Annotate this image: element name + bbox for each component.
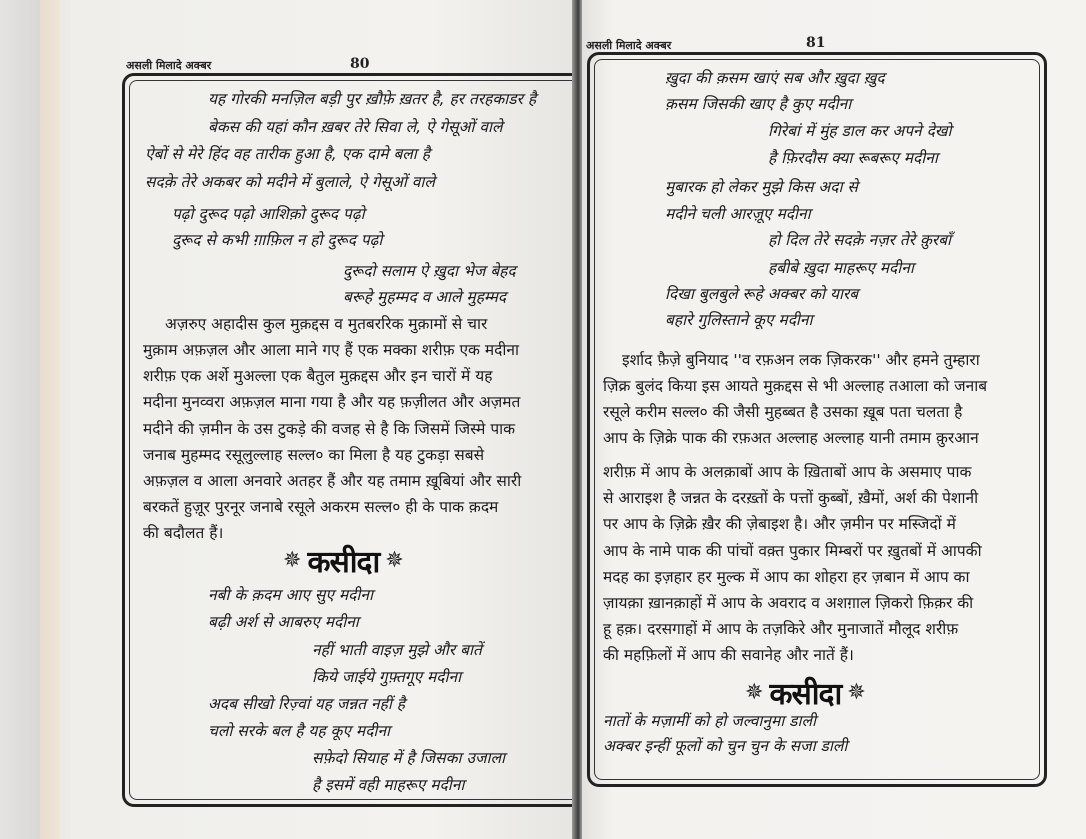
- verse-line: है फ़िरदौस क्या रूबरूए मदीना: [768, 149, 938, 167]
- paragraph-line: ज़ायक़ा ख़ानक़ाहों में आप के अवराद व अशग़ाल ज़िकरो फ़िक़र की: [603, 594, 974, 612]
- verse-line: क़सम जिसकी खाए है कुए मदीना: [665, 95, 852, 113]
- paragraph-line: अज़रुए अहादीस कुल मुक़द्दस व मुतबररिक मुक़ामों से चार: [165, 315, 488, 333]
- paragraph-line: जनाब मुहम्मद रसूलुल्लाह सल्ल० का मिला है यह टुकड़ा सबसे: [143, 446, 485, 464]
- verse-line: चलो सरके बल है यह कूए मदीना: [208, 722, 391, 740]
- paragraph-line: बरकतें हुज़ूर पुरनूर जनाबे रसूले अकरम सल्ल० ही के पाक क़दम: [143, 498, 499, 516]
- verse-line: बरूहे मुहम्मद व आले मुहम्मद: [343, 288, 507, 306]
- verse-line: हबीबे ख़ुदा माहरूए मदीना: [768, 259, 914, 277]
- paragraph-line: अफ़ज़ल व आला अनवारे अतहर हैं और यह तमाम ख़ूबियां और सारी: [143, 472, 522, 490]
- page-margin-edge: [60, 0, 70, 839]
- verse-line: किये जाईये गुफ़्तगूए मदीना: [312, 668, 462, 686]
- verse-line: मदीने चली आरज़ूए मदीना: [665, 205, 811, 223]
- verse-line: अक्बर इन्हीं फूलों को चुन चुन के सजा डाली: [603, 737, 848, 755]
- verse-line: बढ़ी अर्श से आबरुए मदीना: [208, 613, 359, 631]
- running-title-right: असली मिलादे अक्बर: [586, 39, 672, 52]
- verse-line: नहीं भाती वाइज़ मुझे और बातें: [312, 641, 482, 659]
- verse-line: मुबारक हो लेकर मुझे किस अदा से: [665, 178, 858, 196]
- star-ornament-icon: ✵: [283, 547, 302, 573]
- verse-line: नबी के क़दम आए सुए मदीना: [208, 586, 374, 604]
- verse-line: दिखा बुलबुले रूहे अक्बर को यारब: [665, 285, 859, 303]
- verse-line: दुरूदो सलाम ऐ ख़ुदा भेज बेहद: [343, 262, 516, 280]
- section-heading-qasida-right: [745, 672, 866, 713]
- running-title-left: असली मिलादे अक्बर: [126, 59, 212, 72]
- paragraph-line: मदह का इज़हार हर मुल्क में आप का शोहरा हर ज़बान में आप का: [603, 568, 970, 586]
- paragraph-line: आप के ज़िक्रे पाक की रफ़अत अल्लाह अल्लाह यानी तमाम क़ुरआन: [603, 429, 979, 447]
- star-ornament-icon: ✵: [745, 679, 764, 705]
- page-number-right: 81: [806, 35, 826, 51]
- verse-line: ऐबों से मेरे हिंद वह तारीक हुआ है, एक दामे बला है: [145, 145, 430, 163]
- verse-line: हो दिल तेरे सदक़े नज़र तेरे क़ुरबाँ: [768, 231, 952, 249]
- paragraph-line: से आराइश है जन्नत के दरख़्तों के पत्तों कुब्बों, ख़ैमों, अर्श की पेशानी: [603, 489, 979, 507]
- paragraph-line: रसूले करीम सल्ल० की जैसी मुहब्बत है उसका ख़ूब पता चलता है: [603, 403, 963, 421]
- verse-line: अदब सीखो रिज़्वां यह जन्नत नहीं है: [208, 695, 405, 713]
- paragraph-line: हू हक़। दरसगाहों में आप के तज़किरे और मुनाजातें मौलूद शरीफ़: [603, 620, 959, 638]
- star-ornament-icon: ✵: [385, 547, 404, 573]
- paragraph-line: इर्शाद फ़ैज़े बुनियाद ''व रफ़अन लक ज़िकरक'' और हमने तुम्हारा: [622, 351, 980, 369]
- verse-line: सदक़े तेरे अकबर को मदीने में बुलाले, ऐ गेसूओं वाले: [145, 173, 435, 191]
- verse-line: दुरूद से कभी ग़ाफ़िल न हो दुरूद पढ़ो: [172, 231, 383, 249]
- verse-line: पढ़ो दुरूद पढ़ो आशिक़ो दुरूद पढ़ो: [172, 205, 365, 223]
- paragraph-line: मुक़ाम अफ़ज़ल और आला माने गए हैं एक मक्का शरीफ़ एक मदीना: [143, 341, 519, 359]
- paragraph-line: की बदौलत हैं।: [143, 524, 224, 542]
- paragraph-line: आप के नामे पाक की पांचों वक़्त पुकार मिम्बरों पर ख़ुतबों में आपकी: [603, 542, 982, 560]
- verse-line: बेकस की यहां कौन ख़बर तेरे सिवा ले, ऐ गेसूओं वाले: [208, 118, 503, 136]
- paragraph-line: पर आप के ज़िक्रे ख़ैर की ज़ेबाइश है। और ज़मीन पर मस्जिदों में: [603, 515, 956, 533]
- verse-line: ख़ुदा की क़सम खाएं सब और ख़ुदा ख़ुद: [665, 69, 885, 87]
- paragraph-line: की महफ़िलों में आप की सवानेह और नातें हैं।: [603, 646, 854, 664]
- verse-line: है इसमें वही माहरूए मदीना: [312, 776, 465, 794]
- verse-line: नातों के मज़ामीं को हो जल्वानुमा डाली: [603, 712, 817, 730]
- heading-text: कसीदा: [769, 677, 842, 712]
- verse-line: गिरेबां में मुंह डाल कर अपने देखो: [768, 122, 952, 140]
- section-heading-qasida-left: [283, 540, 404, 581]
- scanner-edge: [0, 0, 40, 839]
- paragraph-line: शरीफ़ एक अर्शे मुअल्ला एक बैतुल मुक़द्दस और इन चारों में यह: [143, 367, 493, 385]
- paragraph-line: मदीने की ज़मीन के उस टुकड़े की वजह से है कि जिसमें जिस्मे पाक: [143, 420, 516, 438]
- paragraph-line: शरीफ़ में आप के अलक़ाबों आप के ख़िताबों आप के असमाए पाक: [603, 463, 972, 481]
- paragraph-line: मदीना मुनव्वरा अफ़ज़ल माना गया है और यह फ़ज़ीलत और अज़मत: [143, 393, 521, 411]
- verse-line: सफ़ेदो सियाह में है जिसका उजाला: [312, 749, 505, 767]
- heading-text: कसीदा: [307, 545, 380, 580]
- page-stack-edge: [40, 0, 60, 839]
- paragraph-line: ज़िक्र बुलंद किया इस आयते मुक़द्दस से भी अल्लाह तआला को जनाब: [603, 377, 988, 395]
- verse-line: बहारे गुलिस्ताने कूए मदीना: [665, 311, 813, 329]
- verse-line: यह गोरकी मनज़िल बड़ी पुर ख़ौफ़े ख़तर है, हर तरहकाडर है: [208, 90, 537, 108]
- page-number-left: 80: [350, 56, 370, 72]
- star-ornament-icon: ✵: [847, 679, 866, 705]
